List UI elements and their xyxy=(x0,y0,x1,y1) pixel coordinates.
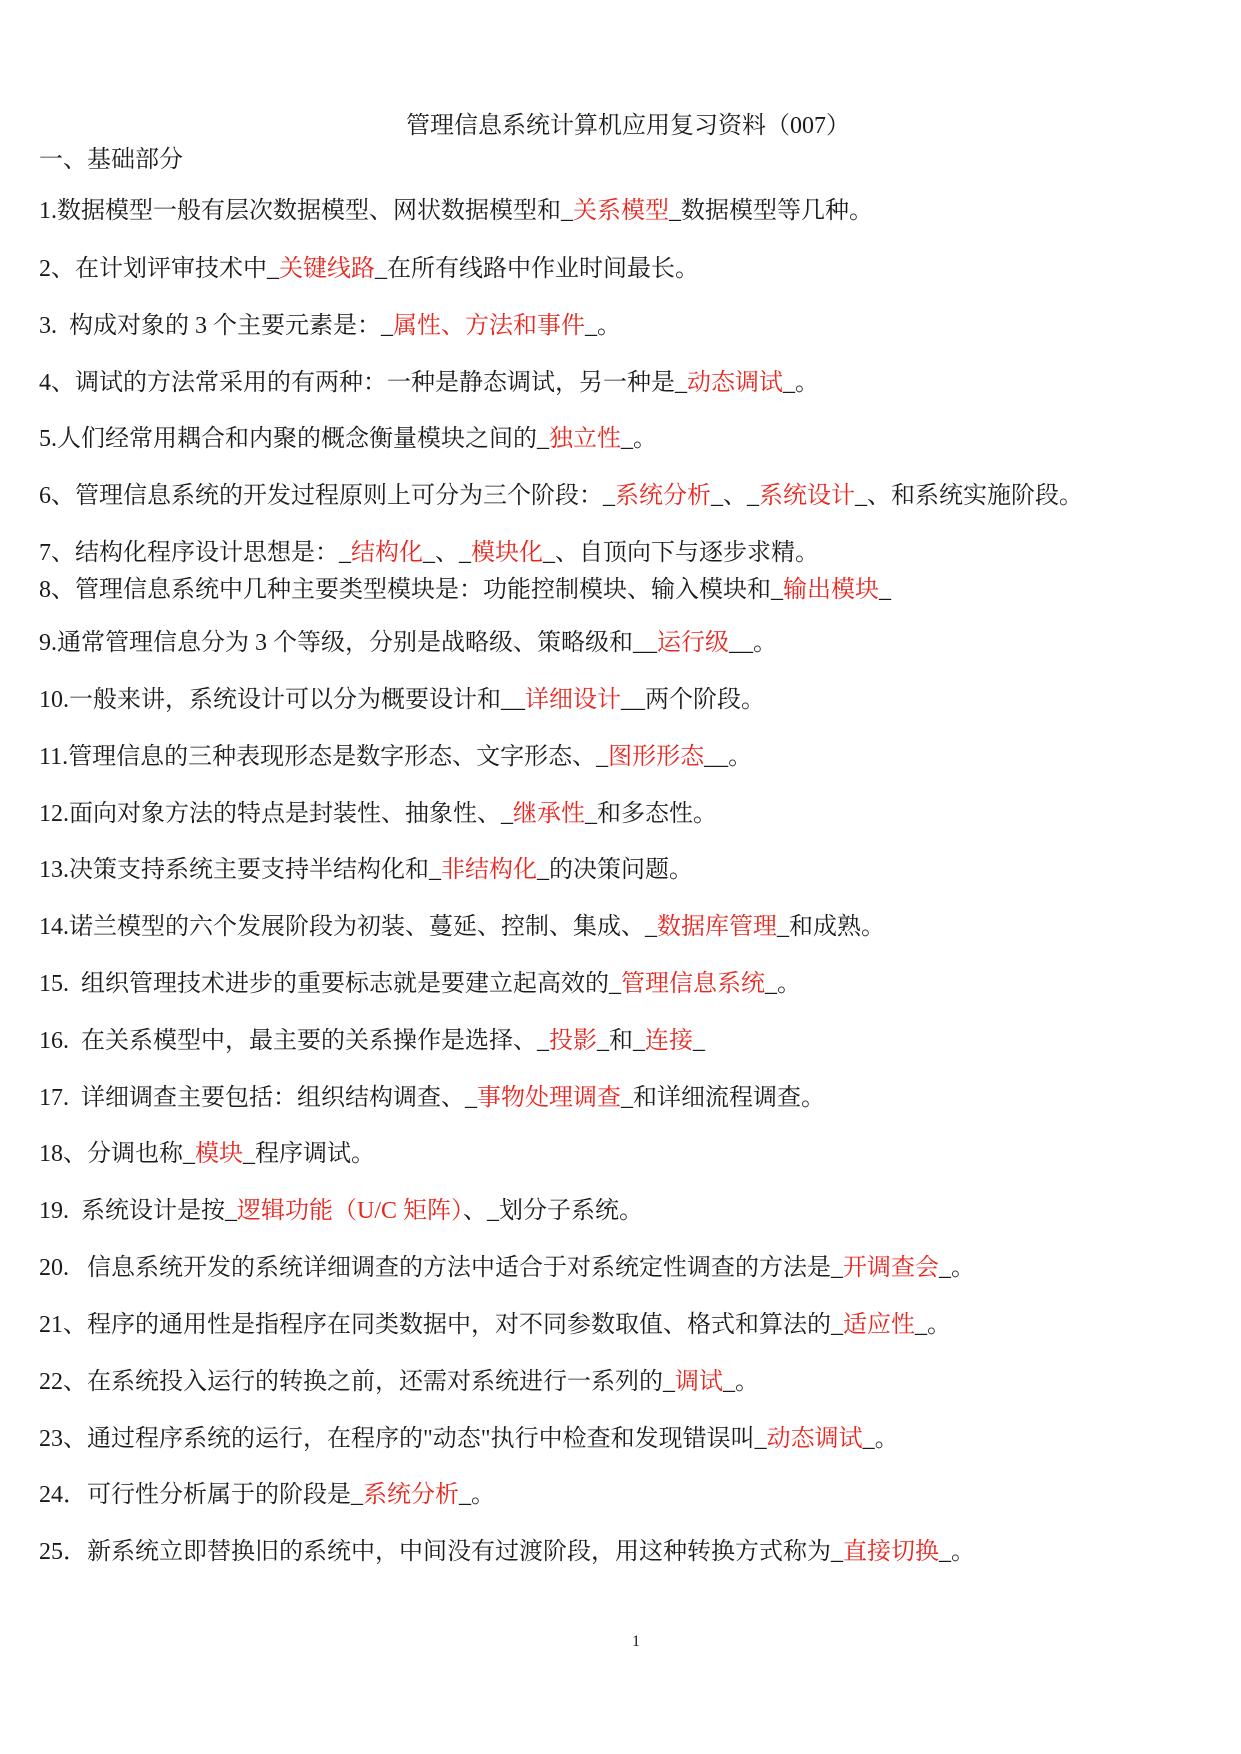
question-15 xyxy=(39,970,801,998)
question-3 xyxy=(39,312,621,340)
question-20 xyxy=(39,1254,975,1282)
answer-text: 逻辑功能（U/C 矩阵） xyxy=(237,1198,464,1224)
question-text: 10.一般来讲，系统设计可以分为概要设计和__ xyxy=(39,687,525,713)
question-text: _和详细流程调查。 xyxy=(621,1085,825,1111)
answer-text: 调试 xyxy=(675,1369,723,1395)
question-text: _、自顶向下与逐步求精。 xyxy=(543,540,819,566)
question-text: 16. 在关系模型中，最主要的关系操作是选择、_ xyxy=(39,1028,549,1054)
question-text: _。 xyxy=(621,426,657,452)
answer-text: 系统设计 xyxy=(759,483,855,509)
question-10 xyxy=(39,686,765,714)
answer-text: 连接 xyxy=(645,1028,693,1054)
answer-text: 模块化 xyxy=(471,540,543,566)
question-text: _。 xyxy=(939,1255,975,1281)
question-text: 7、结构化程序设计思想是：_ xyxy=(39,540,351,566)
question-8 xyxy=(39,576,891,604)
answer-text: 系统分析 xyxy=(615,483,711,509)
question-text: __两个阶段。 xyxy=(621,687,765,713)
answer-text: 继承性 xyxy=(513,801,585,827)
question-text: _和成熟。 xyxy=(777,914,885,940)
question-text: 13.决策支持系统主要支持半结构化和_ xyxy=(39,857,441,883)
question-4 xyxy=(39,369,819,397)
question-text: __。 xyxy=(729,630,777,656)
question-text: 11.管理信息的三种表现形态是数字形态、文字形态、_ xyxy=(39,744,609,770)
question-text: _ xyxy=(693,1028,705,1054)
section-heading: 一、基础部分 xyxy=(39,147,183,173)
answer-text: 系统分析 xyxy=(363,1482,459,1508)
answer-text: 输出模块 xyxy=(783,577,879,603)
answer-text: 关系模型 xyxy=(573,198,669,224)
question-text: _、和系统实施阶段。 xyxy=(855,483,1083,509)
question-22 xyxy=(39,1368,759,1396)
question-5 xyxy=(39,425,657,453)
question-text: 9.通常管理信息分为 3 个等级，分别是战略级、策略级和__ xyxy=(39,630,657,656)
question-text: 8、管理信息系统中几种主要类型模块是：功能控制模块、输入模块和_ xyxy=(39,577,783,603)
question-text: 14.诺兰模型的六个发展阶段为初装、蔓延、控制、集成、_ xyxy=(39,914,657,940)
question-14 xyxy=(39,913,885,941)
question-text: 6、管理信息系统的开发过程原则上可分为三个阶段：_ xyxy=(39,483,615,509)
answer-text: 投影 xyxy=(549,1028,597,1054)
question-16 xyxy=(39,1027,705,1055)
answer-text: 动态调试 xyxy=(766,1426,863,1452)
question-text: 17. 详细调查主要包括：组织结构调查、_ xyxy=(39,1085,477,1111)
question-text: _。 xyxy=(765,971,801,997)
question-2 xyxy=(39,255,699,283)
question-text: 24．可行性分析属于的阶段是_ xyxy=(39,1482,363,1508)
question-text: _。 xyxy=(723,1369,759,1395)
question-text: 5.人们经常用耦合和内聚的概念衡量模块之间的_ xyxy=(39,426,549,452)
question-text: 18、分调也称_ xyxy=(39,1141,195,1167)
answer-text: 属性、方法和事件 xyxy=(393,313,585,339)
answer-text: 运行级 xyxy=(657,630,729,656)
question-text: 15. 组织管理技术进步的重要标志就是要建立起高效的_ xyxy=(39,971,621,997)
answer-text: 动态调试 xyxy=(687,370,783,396)
answer-text: 直接切换 xyxy=(843,1539,939,1565)
question-text: _、_ xyxy=(423,540,471,566)
question-text: 、_划分子系统。 xyxy=(463,1198,644,1224)
answer-text: 模块 xyxy=(195,1141,243,1167)
question-19 xyxy=(39,1197,643,1225)
question-17 xyxy=(39,1084,825,1112)
question-text: 4、调试的方法常采用的有两种：一种是静态调试，另一种是_ xyxy=(39,370,687,396)
question-12 xyxy=(39,800,717,828)
question-text: __。 xyxy=(704,744,753,770)
answer-text: 开调查会 xyxy=(843,1255,939,1281)
question-text: 20. 信息系统开发的系统详细调查的方法中适合于对系统定性调查的方法是_ xyxy=(39,1255,843,1281)
question-text: _在所有线路中作业时间最长。 xyxy=(375,256,699,282)
page-title: 管理信息系统计算机应用复习资料（007） xyxy=(406,113,850,139)
question-text: _。 xyxy=(585,313,621,339)
question-25 xyxy=(39,1538,975,1566)
question-text: 21、程序的通用性是指程序在同类数据中，对不同参数取值、格式和算法的_ xyxy=(39,1312,843,1338)
question-text: _的决策问题。 xyxy=(537,857,693,883)
question-18 xyxy=(39,1140,375,1168)
answer-text: 结构化 xyxy=(351,540,423,566)
question-text: _。 xyxy=(783,370,819,396)
answer-text: 数据库管理 xyxy=(657,914,777,940)
answer-text: 管理信息系统 xyxy=(621,971,765,997)
question-text: 22、在系统投入运行的转换之前，还需对系统进行一系列的_ xyxy=(39,1369,675,1395)
question-text: 2、在计划评审技术中_ xyxy=(39,256,279,282)
answer-text: 独立性 xyxy=(549,426,621,452)
question-text: 19. 系统设计是按_ xyxy=(39,1198,237,1224)
question-24 xyxy=(39,1481,495,1509)
answer-text: 关键线路 xyxy=(279,256,375,282)
answer-text: 事物处理调查 xyxy=(477,1085,621,1111)
question-text: 23、通过程序系统的运行，在程序的"动态"执行中检查和发现错误叫_ xyxy=(39,1426,767,1452)
question-text: _和多态性。 xyxy=(585,801,717,827)
question-text: _。 xyxy=(862,1426,899,1452)
question-text: _。 xyxy=(939,1539,975,1565)
answer-text: 适应性 xyxy=(843,1312,915,1338)
question-text: _和_ xyxy=(597,1028,645,1054)
question-11 xyxy=(39,743,752,771)
question-text: 25．新系统立即替换旧的系统中，中间没有过渡阶段，用这种转换方式称为_ xyxy=(39,1539,843,1565)
question-text: 3. 构成对象的 3 个主要元素是：_ xyxy=(39,313,393,339)
question-text: _。 xyxy=(915,1312,951,1338)
question-text: _数据模型等几种。 xyxy=(669,198,873,224)
question-text: 1.数据模型一般有层次数据模型、网状数据模型和_ xyxy=(39,198,573,224)
question-9 xyxy=(39,629,777,657)
question-text: _程序调试。 xyxy=(243,1141,375,1167)
question-1 xyxy=(39,197,873,225)
question-text: _、_ xyxy=(711,483,759,509)
question-21 xyxy=(39,1311,951,1339)
answer-text: 详细设计 xyxy=(525,687,621,713)
question-13 xyxy=(39,856,693,884)
question-text: _ xyxy=(879,577,891,603)
question-6 xyxy=(39,482,1083,510)
page-number: 1 xyxy=(632,1633,640,1650)
question-text: 12.面向对象方法的特点是封装性、抽象性、_ xyxy=(39,801,513,827)
question-7 xyxy=(39,539,819,567)
question-text: _。 xyxy=(459,1482,495,1508)
question-23 xyxy=(39,1425,899,1453)
answer-text: 非结构化 xyxy=(441,857,537,883)
answer-text: 图形形态 xyxy=(608,744,705,770)
